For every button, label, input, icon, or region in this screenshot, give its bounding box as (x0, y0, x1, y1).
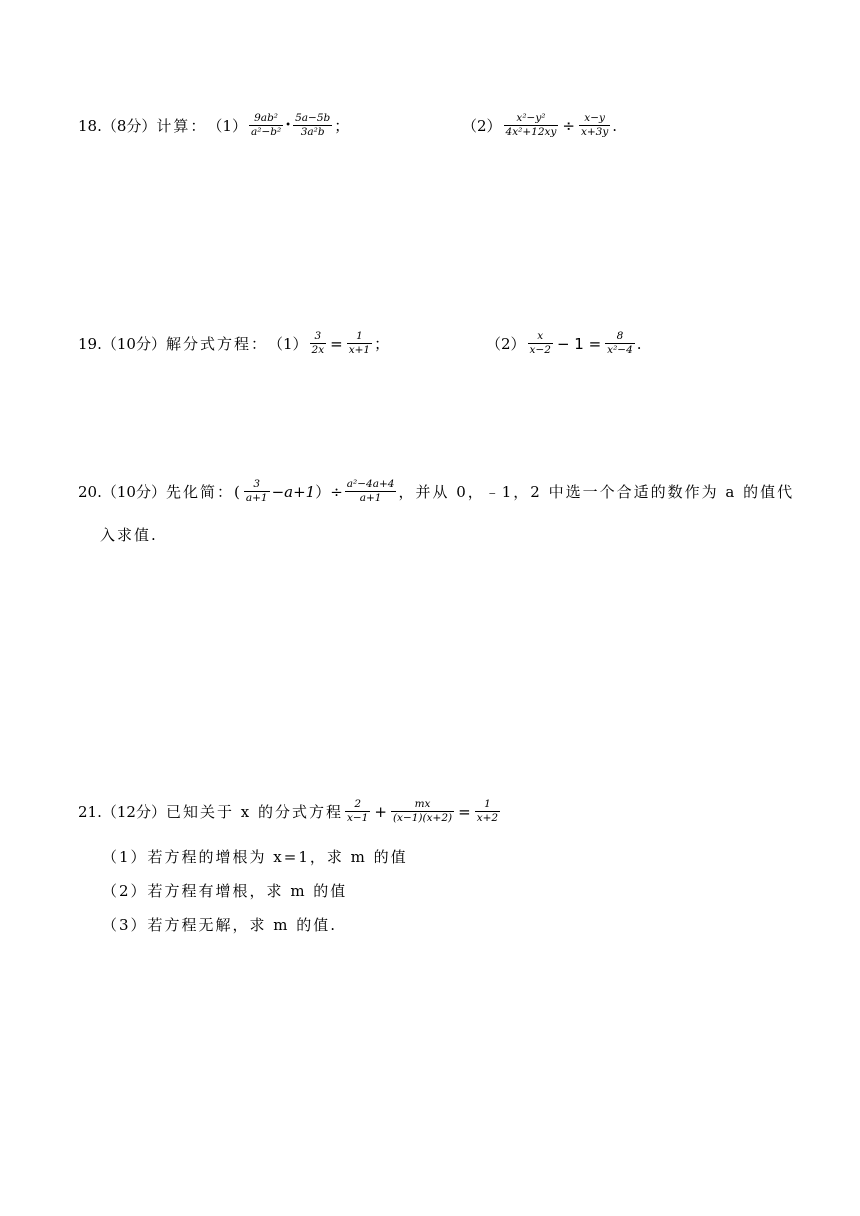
punctuation: ； (334, 117, 350, 135)
question-number: 20. (78, 482, 102, 501)
sub-question-1: （1）若方程的增根为 x=1，求 m 的值 (102, 848, 408, 866)
punctuation: . (612, 116, 618, 135)
fraction: $\frac{mx}{(x-1)(x+2)}$ (392, 798, 453, 824)
question-19-part-2 (486, 330, 642, 357)
question-score: （8分） (101, 117, 157, 135)
fraction: $\frac{x}{x-2}$ (529, 330, 551, 356)
fraction: $\frac{\text{9ab²}}{\text{a²−b²}}$ (250, 112, 282, 138)
fraction: $\frac{5a-5b}{\text{3a²b}}$ (295, 112, 331, 138)
plus-sign: + (374, 802, 387, 821)
question-text: ，并从 0，﹣1，2 中选一个合适的数作为 a 的值代 (398, 483, 795, 501)
divide-part: ）÷ (315, 483, 343, 501)
question-intro: 已知关于 x 的分式方程 (165, 803, 343, 821)
punctuation: . (636, 334, 642, 353)
expression: −a+1 (271, 482, 316, 501)
fraction: $\frac{\text{x²−y²}}{\text{4x²+12xy}}$ (505, 112, 557, 138)
sub-question-3: （3）若方程无解，求 m 的值. (102, 916, 338, 934)
equals-sign: = (458, 802, 471, 821)
punctuation: ； (374, 335, 390, 353)
question-20-continuation: 入求值. (100, 526, 158, 544)
fraction: $\frac{x-y}{x+3y}$ (580, 112, 609, 138)
fraction: $\frac{3}{2x}$ (311, 330, 325, 356)
question-instruction: 先化简：( (165, 483, 242, 501)
question-score: （10分） (101, 483, 166, 501)
multiply-dot: • (285, 120, 292, 131)
question-instruction: 计算： (156, 117, 208, 135)
fraction: $\frac{\text{a²−4a+4}}{a+1}$ (346, 478, 395, 504)
part-label: （2） (486, 335, 526, 353)
question-instruction: 解分式方程： (165, 335, 268, 353)
sub-question-2: （2）若方程有增根，求 m 的值 (102, 882, 348, 900)
question-number: 18. (78, 116, 102, 135)
question-score: （12分） (101, 803, 166, 821)
question-18 (78, 112, 349, 139)
part-label: （1） (207, 117, 247, 135)
question-20 (78, 478, 794, 505)
part-label: （1） (267, 335, 308, 353)
fraction: $\frac{1}{x+1}$ (348, 330, 371, 356)
equals-sign: = (330, 334, 343, 353)
part-label: （2） (462, 117, 502, 135)
question-19 (78, 330, 389, 357)
question-score: （10分） (101, 335, 166, 353)
question-21 (78, 798, 502, 825)
fraction: $\frac{2}{x-1}$ (346, 798, 369, 824)
fraction: $\frac{8}{\text{x²−4}}$ (607, 330, 633, 356)
question-number: 19. (78, 334, 102, 353)
divide-sign: ÷ (562, 116, 575, 135)
question-18-part-2 (462, 112, 617, 139)
fraction: $\frac{1}{x+2}$ (476, 798, 499, 824)
fraction: $\frac{3}{a+1}$ (245, 478, 268, 504)
minus-one-equals: − 1 = (556, 334, 602, 353)
question-number: 21. (78, 802, 102, 821)
